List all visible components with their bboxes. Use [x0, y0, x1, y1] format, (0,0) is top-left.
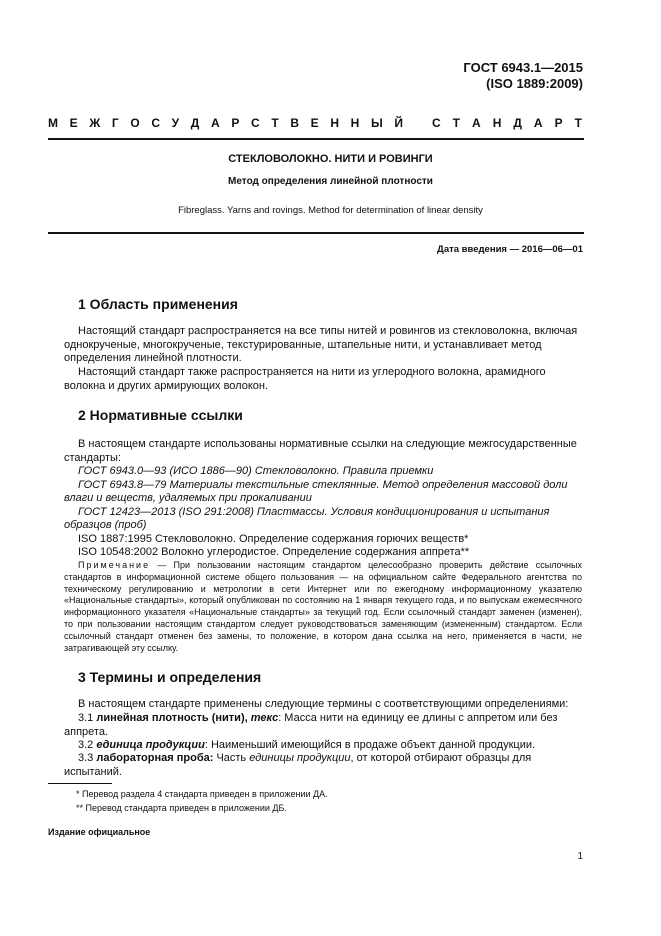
banner-letter: Е — [310, 116, 319, 130]
document-subtitle: Метод определения линейной плотности — [228, 176, 433, 187]
term-name: лабораторная проба: — [96, 752, 214, 764]
banner-letter: А — [533, 116, 543, 130]
reference-gost-6943-0: ГОСТ 6943.0—93 (ИСО 1886—90) Стекловолокно. Правила приемки — [78, 465, 434, 477]
banner-letter: Ы — [370, 116, 383, 130]
footnote-1: * Перевод раздела 4 стандарта приведен в приложении ДА. — [76, 789, 328, 799]
section-2-heading: 2 Нормативные ссылки — [78, 407, 243, 423]
banner-letter: Н — [350, 116, 360, 130]
section-1-paragraph-1: Настоящий стандарт распространяется на все типы нитей и ровингов из стекловолокна, включая однокрученые, многокрученые, текстурированные, штапельные нити, и устанавливает метод определения линейной плотности. — [64, 325, 578, 364]
banner-letter: Н — [492, 116, 502, 130]
banner-letter: Й — [394, 116, 403, 130]
top-divider — [48, 138, 584, 140]
banner-letter: Н — [330, 116, 339, 130]
banner-letter: С — [151, 116, 160, 130]
banner-letter: А — [472, 116, 481, 130]
banner-word-standard — [432, 116, 582, 130]
title-divider — [48, 232, 584, 234]
banner-letter: Т — [574, 116, 582, 130]
reference-iso-1887: ISO 1887:1995 Стекловолокно. Определение содержания горючих веществ* — [78, 532, 469, 545]
note-text: — При пользовании настоящим стандартом целесообразно проверить действие ссылочных стандартов в информационной системе общего пользования — на официальном сайте Федерального агентства по техническому регулированию и метрологии в сети Интернет или по ежегодному информационному указателю «Национальные стандарты», который опубликован по состоянию на 1 января текущего года, и по выпускам ежемесячного информационного указателя «Национальные стандарты» за текущий год. Если ссылочный стандарт заменен (изменен), то при пользовании настоящим стандартом следует руководствоваться заменяющим (измененным) стандартом. Если ссылочный стандарт отменен без замены, то положение, в котором дана ссылка на него, применяется в части, не затрагивающей эту ссылку. — [64, 560, 582, 653]
section-1-paragraph-2: Настоящий стандарт также распространяется на нити из углеродного волокна, арамидного волокна и других армирующих волокон. — [64, 366, 546, 392]
banner-letter: Д — [513, 116, 522, 130]
term-laboratory-sample: 3.3 лабораторная проба: Часть единицы продукции, от которой отбирают образцы для испытаний. — [64, 752, 532, 778]
term-definition: : Масса нити на единицу ее длины с аппретом или без аппрета. — [64, 712, 558, 738]
banner-letter: Ж — [89, 116, 101, 130]
standard-designation — [463, 60, 583, 92]
term-product-unit: 3.2 единица продукции: Наименьший имеющийся в продаже объект данной продукции. — [78, 739, 536, 751]
gost-number: ГОСТ 6943.1—2015 — [463, 60, 583, 75]
english-title: Fibreglass. Yarns and rovings. Method for determination of linear density — [178, 205, 483, 216]
reference-gost-12423: ГОСТ 12423—2013 (ISO 291:2008) Пластмассы. Условия кондиционирования и испытания образцов (проб) — [64, 505, 550, 531]
banner-letter: А — [210, 116, 220, 130]
banner-word-interstate — [48, 116, 403, 130]
introduction-date: Дата введения — 2016—06—01 — [437, 244, 583, 255]
section-3-intro: В настоящем стандарте применены следующие термины с соответствующими определениями: — [78, 698, 569, 710]
banner-letter: С — [250, 116, 260, 130]
interstate-standard-banner — [48, 116, 582, 130]
banner-letter: Р — [554, 116, 563, 130]
section-3-heading: 3 Термины и определения — [78, 669, 262, 685]
banner-letter: У — [171, 116, 180, 130]
banner-letter: Т — [452, 116, 461, 130]
term-name: единица продукции — [96, 739, 205, 751]
term-symbol: текс — [250, 712, 279, 724]
official-edition-label: Издание официальное — [48, 827, 151, 837]
reference-iso-10548: ISO 10548:2002 Волокно углеродистое. Определение содержания аппрета** — [78, 546, 470, 558]
document-title: СТЕКЛОВОЛОКНО. НИТИ И РОВИНГИ — [228, 153, 433, 165]
references-note — [64, 560, 582, 654]
banner-letter: М — [48, 116, 58, 130]
page-number: 1 — [577, 851, 583, 862]
note-label: Примечание — [78, 560, 151, 570]
banner-letter: О — [130, 116, 140, 130]
section-2-intro: В настоящем стандарте использованы нормативные ссылки на следующие межгосударственные стандарты: — [64, 438, 577, 464]
banner-letter: Р — [231, 116, 240, 130]
reference-gost-6943-8: ГОСТ 6943.8—79 Материалы текстильные стеклянные. Метод определения массовой доли влаги и веществ, удаляемых при прокаливании — [64, 478, 568, 504]
banner-letter: Т — [271, 116, 279, 130]
banner-letter: С — [432, 116, 441, 130]
footnote-2: ** Перевод стандарта приведен в приложении ДБ. — [76, 803, 287, 813]
normative-references — [64, 465, 582, 560]
term-definition: : Наименьший имеющийся в продаже объект данной продукции. — [204, 739, 536, 751]
term-name: линейная плотность (нити), — [96, 712, 248, 724]
banner-letter: Е — [69, 116, 78, 130]
banner-letter: В — [290, 116, 299, 130]
iso-number: (ISO 1889:2009) — [486, 76, 583, 91]
footnote-divider — [48, 783, 112, 784]
banner-letter: Г — [111, 116, 119, 130]
section-1-heading: 1 Область применения — [78, 296, 238, 312]
banner-letter: Д — [190, 116, 200, 130]
term-linear-density: 3.1 линейная плотность (нити), текс: Масса нити на единицу ее длины с аппретом или без аппрета. — [64, 712, 558, 738]
